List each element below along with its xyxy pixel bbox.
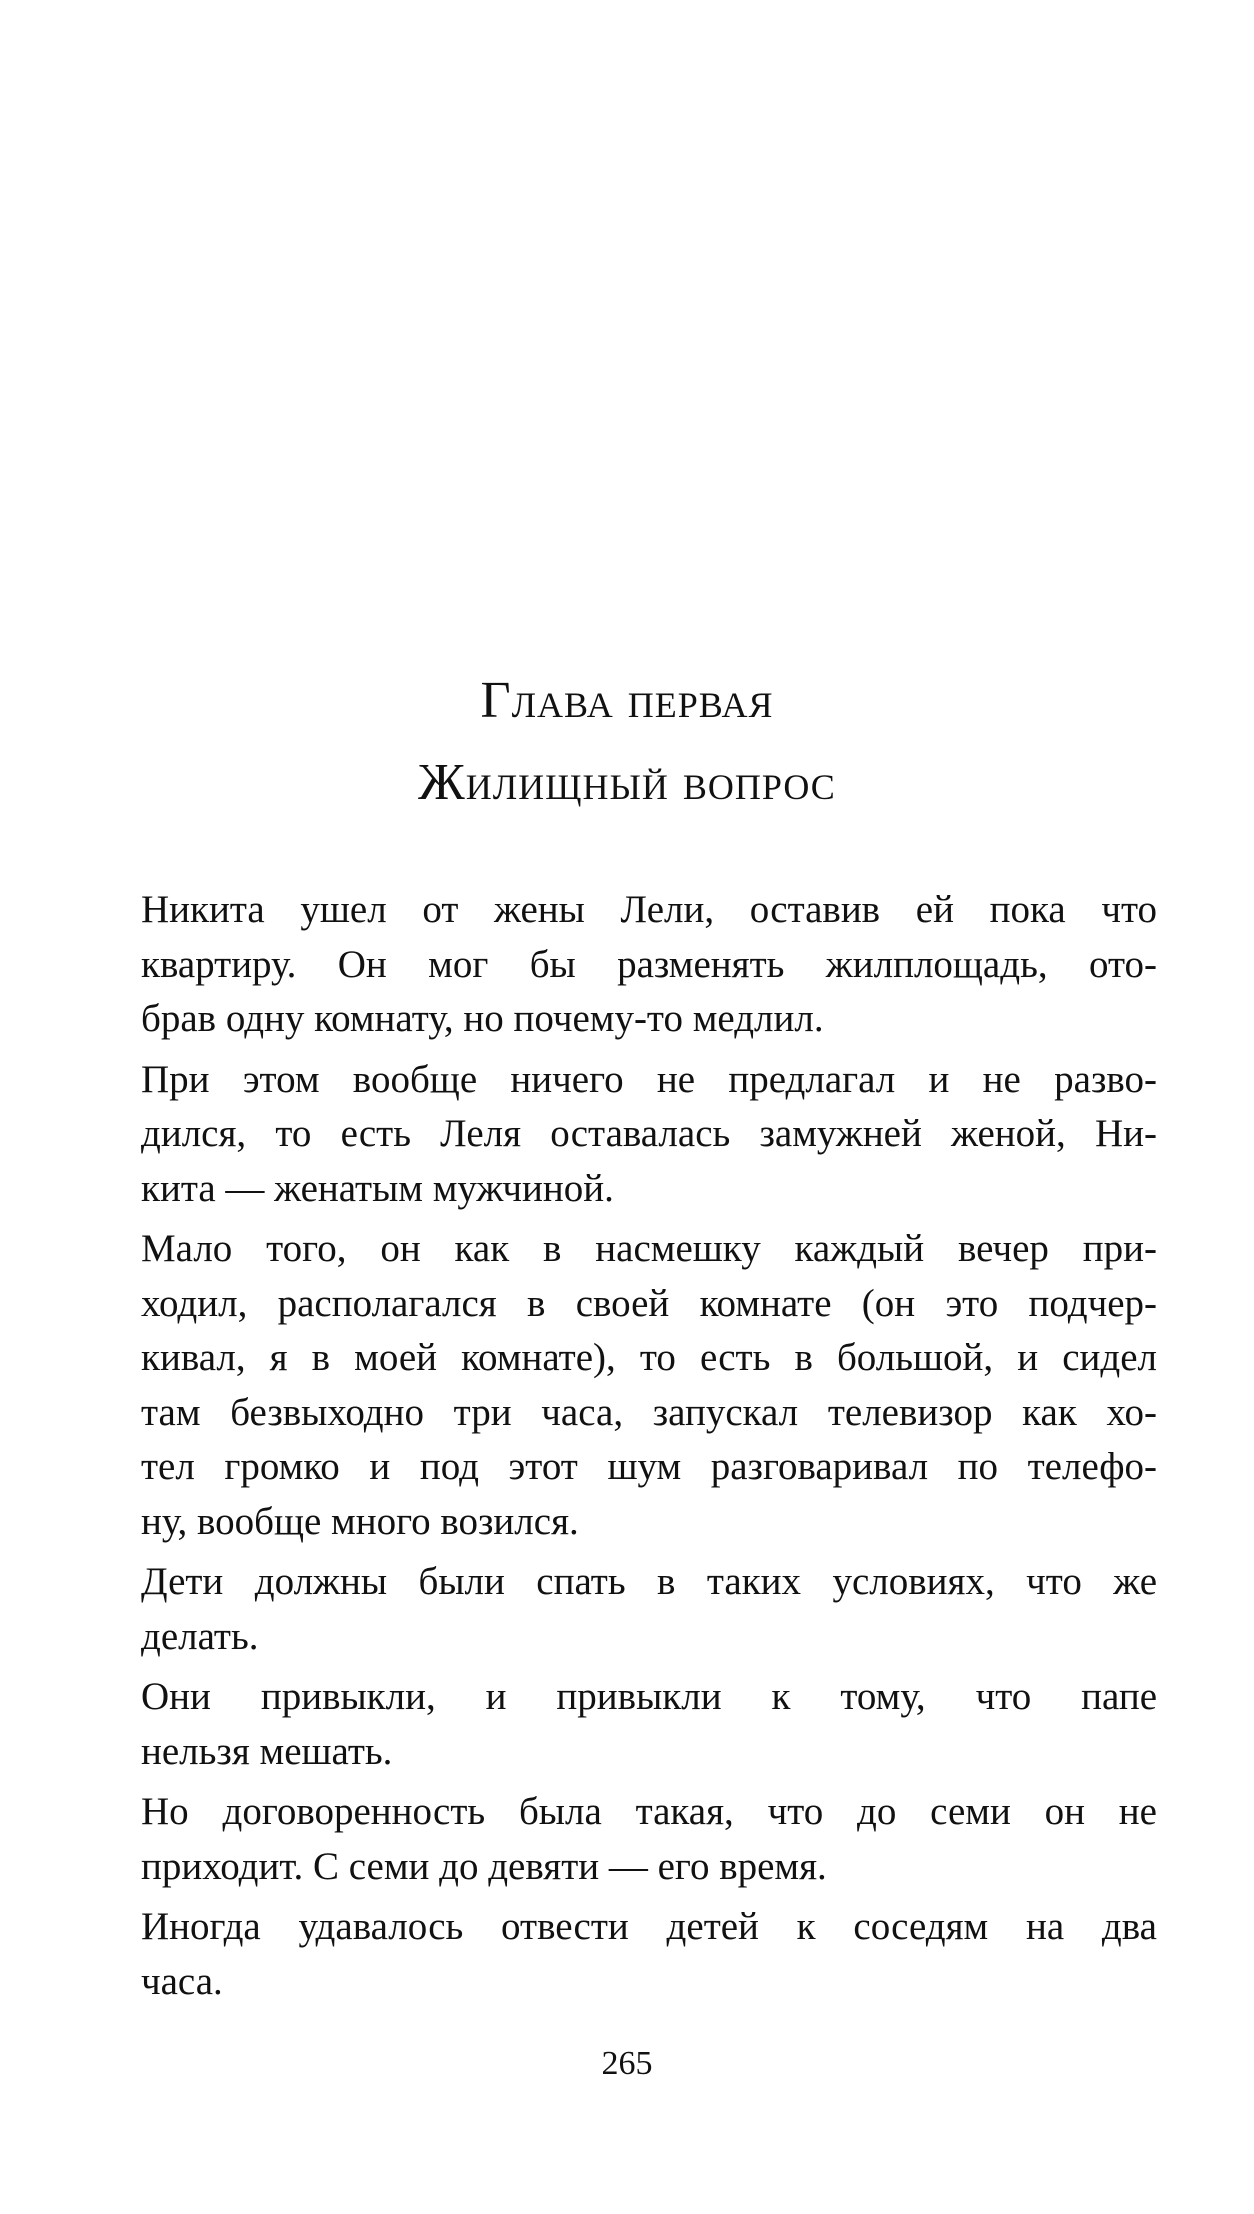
text-line: там безвыходно три часа, запускал телевизор как хо-: [141, 1390, 1157, 1434]
text-line: приходит. С семи до девяти — его время.: [141, 1844, 827, 1888]
text-line: ходил, располагался в своей комнате (он это подчер-: [141, 1281, 1157, 1325]
text-line: тел громко и под этот шум разговаривал по телефо-: [141, 1445, 1157, 1488]
text-line: Дети должны были спать в таких условиях, что же: [141, 1560, 1157, 1603]
page-number: 265: [601, 2045, 653, 2082]
chapter-heading: [0, 660, 1254, 824]
text-line: Но договоренность была такая, что до семи он не: [141, 1790, 1157, 1833]
paragraph: [141, 1785, 1157, 1894]
text-line: делать.: [141, 1614, 259, 1658]
paragraph: [141, 1555, 1157, 1664]
text-line: кита — женатым мужчиной.: [141, 1166, 614, 1210]
text-line: Никита ушел от жены Лели, оставив ей пока что: [141, 888, 1157, 931]
text-line: нельзя мешать.: [141, 1729, 393, 1773]
paragraph: [141, 1053, 1157, 1217]
paragraph: [141, 1900, 1157, 2009]
chapter-title: Жилищный вопрос: [418, 754, 836, 811]
paragraph: [141, 1222, 1157, 1549]
paragraph: [141, 1670, 1157, 1779]
text-line: часа.: [141, 1959, 223, 2003]
text-line: Они привыкли, и привыкли к тому, что папе: [141, 1675, 1157, 1718]
text-line: Иногда удавалось отвести детей к соседям на два: [141, 1905, 1157, 1948]
text-line: кивал, я в моей комнате), то есть в большой, и сидел: [141, 1336, 1157, 1379]
text-line: ну, вообще много возился.: [141, 1499, 579, 1543]
text-line: брав одну комнату, но почему-то медлил.: [141, 997, 824, 1040]
text-line: квартиру. Он мог бы разменять жилплощадь, ото-: [141, 942, 1157, 986]
chapter-number: Глава первая: [480, 672, 774, 729]
text-line: дился, то есть Леля оставалась замужней женой, Ни-: [141, 1112, 1157, 1155]
text-line: При этом вообще ничего не предлагал и не разво-: [141, 1057, 1157, 1101]
paragraph: [141, 883, 1157, 1047]
text-line: Мало того, он как в насмешку каждый вечер при-: [141, 1227, 1157, 1270]
chapter-body: [141, 883, 1157, 2009]
